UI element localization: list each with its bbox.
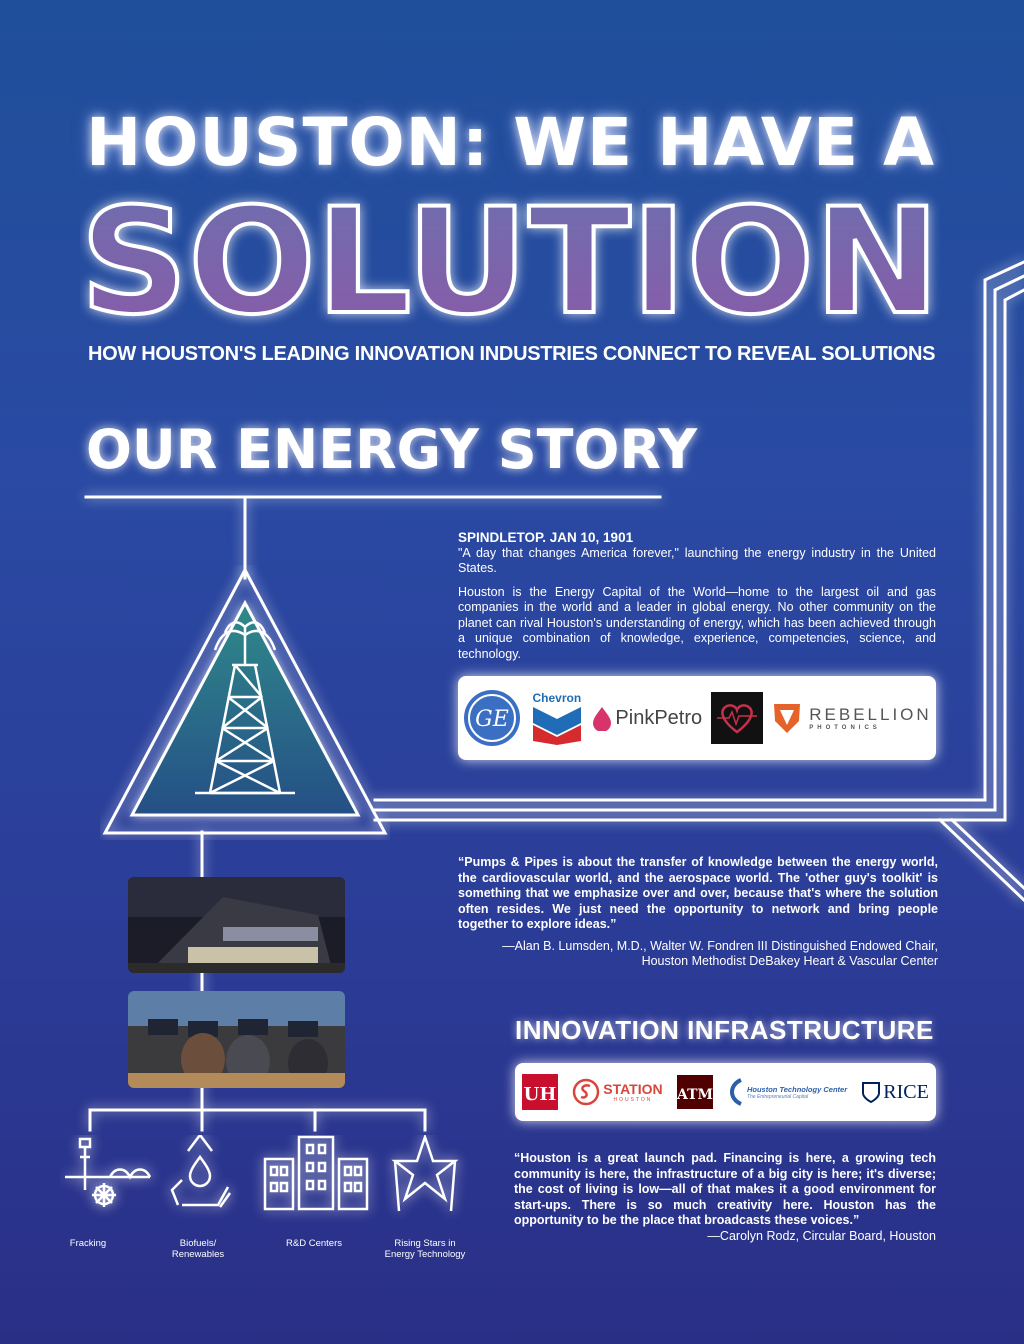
oil-derrick-triangle: [100, 565, 390, 840]
svg-text:UH: UH: [523, 1084, 557, 1105]
quote-lumsden: [458, 855, 938, 970]
shield-icon: [771, 701, 803, 735]
star-icon: [395, 1137, 455, 1211]
ge-logo: [462, 688, 522, 748]
fracking-rig-icon: [65, 1139, 150, 1207]
industry-icons: [60, 1135, 470, 1225]
rice-shield-icon: [861, 1081, 881, 1103]
svg-text:GE: GE: [475, 707, 510, 732]
recycle-drop-icon: [172, 1135, 230, 1207]
rice-logo: RICE: [861, 1081, 929, 1104]
swoosh-icon: [727, 1077, 745, 1107]
solution-text: SOLUTION: [80, 184, 940, 334]
texas-am-logo: [677, 1075, 713, 1109]
headline-line1: HOUSTON: WE HAVE A: [86, 104, 936, 181]
subtitle: HOW HOUSTON'S LEADING INNOVATION INDUSTRIES CONNECT TO REVEAL SOLUTIONS: [88, 343, 936, 365]
icon-label-biofuels: Biofuels/ Renewables: [171, 1238, 225, 1260]
chevron-icon: [531, 705, 583, 745]
energy-sponsor-logos: [458, 676, 936, 760]
houston-technology-center-logo: Houston Technology Center The Entrepreneurial Capital: [727, 1077, 847, 1107]
infrastructure-logos: [515, 1063, 936, 1121]
quote-rodz-attribution: —Carolyn Rodz, Circular Board, Houston: [707, 1228, 936, 1243]
icon-label-fracking: Fracking: [69, 1238, 107, 1249]
svg-text:ATM: ATM: [676, 1087, 713, 1103]
spindletop-intro: "A day that changes America forever," launching the energy industry in the United States.: [458, 545, 936, 575]
spindletop-text-block: [458, 530, 936, 662]
control-room-photo: [128, 991, 345, 1088]
quote-lumsden-attribution-1: —Alan B. Lumsden, M.D., Walter W. Fondren III Distinguished Endowed Chair,: [502, 938, 938, 953]
quote-rodz: [514, 1151, 936, 1244]
quote-rodz-text: “Houston is a great launch pad. Financing is here, a growing tech community is here, the infrastructure of a big city is here; it's diverse; the cost of living is low—all of that makes it a good environment for start-ups. There is so much creativity here. Houston has the opportunity to be the place that broadcasts these voices.”: [514, 1151, 936, 1227]
pinkpetro-logo: PinkPetro: [591, 705, 702, 731]
building-photo: [128, 877, 345, 973]
uh-logo: [522, 1074, 558, 1110]
quote-lumsden-text: “Pumps & Pipes is about the transfer of knowledge between the energy world, the cardiovascular world, and the aerospace world. The 'other guy's toolkit' is something that we emphasize over and over, because that's where the solution often resides. We just need the opportunity to network and bring people together to explore ideas.”: [458, 855, 938, 931]
icon-label-rd-centers: R&D Centers: [286, 1238, 342, 1249]
spindletop-heading: SPINDLETOP. JAN 10, 1901: [458, 530, 634, 545]
chevron-logo: Chevron: [531, 691, 583, 745]
spindletop-body: Houston is the Energy Capital of the World—home to the largest oil and gas companies in the world and a leader in global energy. No other community on the planet can rival Houston's understanding of energy, which has been achieved through a unique combination of knowledge, experience, competencies, science, and technology.: [458, 584, 936, 661]
drop-icon: [591, 705, 613, 731]
station-houston-logo: STATION HOUSTON: [572, 1078, 662, 1106]
quote-lumsden-attribution-2: Houston Methodist DeBakey Heart & Vascular Center: [641, 954, 938, 968]
section-title-infrastructure: INNOVATION INFRASTRUCTURE: [515, 1015, 934, 1045]
headline-solution-word: [80, 184, 950, 334]
rebellion-photonics-logo: REBELLION PHOTONICS: [771, 701, 931, 735]
heart-logo: [711, 692, 763, 744]
section-title-energy: OUR ENERGY STORY: [86, 418, 698, 481]
buildings-icon: [265, 1137, 367, 1209]
station-icon: [572, 1078, 600, 1106]
icon-label-rising-stars: Rising Stars in Energy Technology: [384, 1238, 466, 1260]
